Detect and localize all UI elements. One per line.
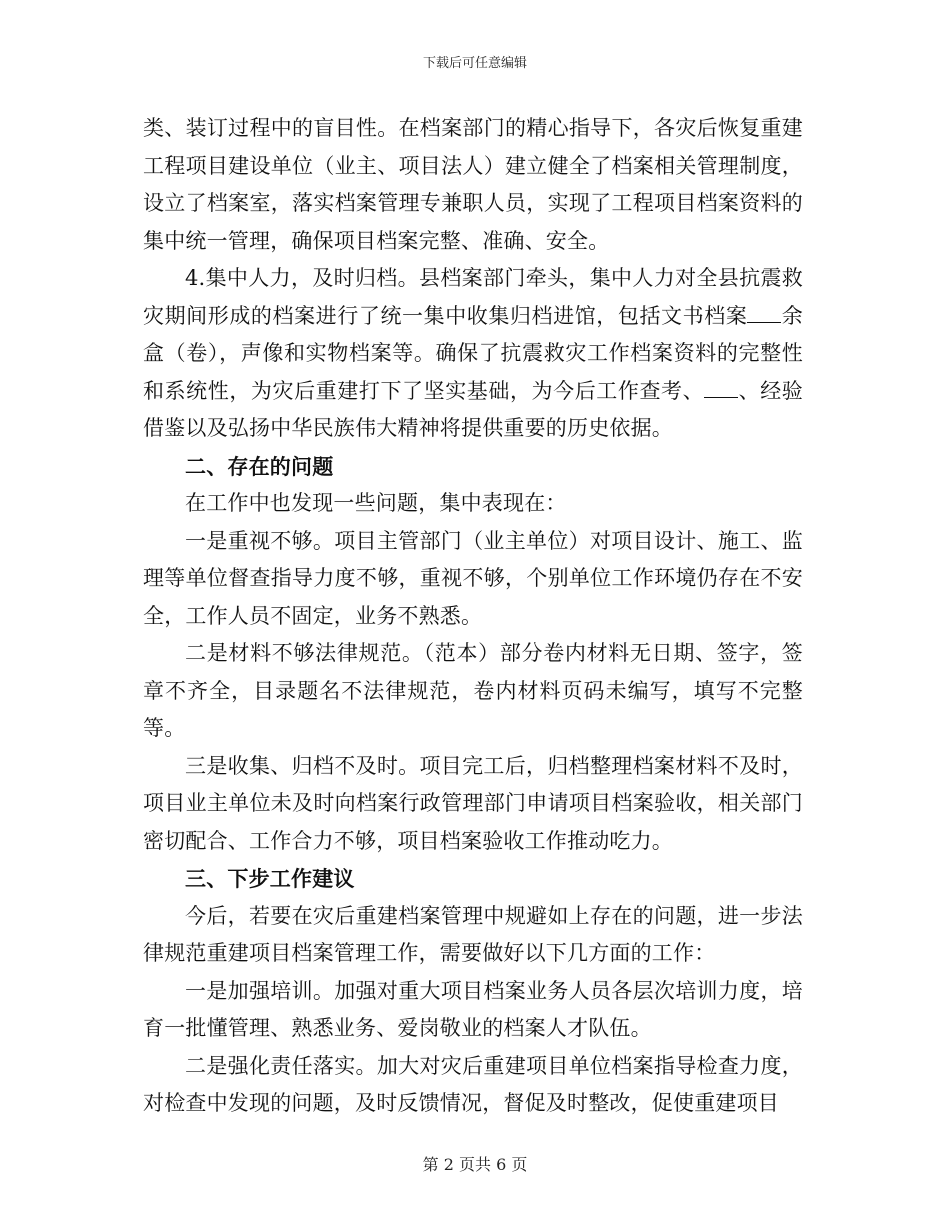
- page-footer: 第 2 页共 6 页: [422, 1155, 528, 1174]
- paragraph: 二是强化责任落实。加大对灾后重建项目单位档案指导检查力度，对检查中发现的问题，及时反馈情况，督促及时整改，促使重建项目: [143, 1053, 803, 1115]
- paragraph-continued: 类、装订过程中的盲目性。在档案部门的精心指导下，各灾后恢复重建工程项目建设单位（业主、项目法人）建立健全了档案相关管理制度，设立了档案室，落实档案管理专兼职人员，实现了工程项目档案资料的集中统一管理，确保项目档案完整、准确、安全。: [143, 116, 803, 253]
- paragraph: 三是收集、归档不及时。项目完工后，归档整理档案材料不及时，项目业主单位未及时向档案行政管理部门申请项目档案验收，相关部门密切配合、工作合力不够，项目档案验收工作推动吃力。: [143, 753, 803, 853]
- paragraph: 一是重视不够。项目主管部门（业主单位）对项目设计、施工、监理等单位督查指导力度不够，重视不够，个别单位工作环境仍存在不安全，工作人员不固定，业务不熟悉。: [143, 528, 803, 628]
- paragraph: 二是材料不够法律规范。（范本）部分卷内材料无日期、签字，签章不齐全，目录题名不法律规范，卷内材料页码未编写，填写不完整等。: [143, 641, 803, 740]
- paragraph-concentrate-archive: [143, 260, 803, 448]
- paragraph-text-part-a: 4.集中人力，及时归档。县档案部门牵头，集中人力对全县抗震救灾期间形成的档案进行了统一集中收集归档进馆，包括文书档案: [143, 266, 803, 328]
- page-header: 下载后可任意编辑: [422, 56, 527, 71]
- paragraph: 在工作中也发现一些问题，集中表现在：: [185, 491, 567, 515]
- paragraph: 一是加强培训。加强对重大项目档案业务人员各层次培训力度，培育一批懂管理、熟悉业务、爱岗敬业的档案人才队伍。: [143, 978, 803, 1040]
- fill-blank: [747, 301, 781, 323]
- section-heading-suggestions: 三、下步工作建议: [185, 866, 355, 891]
- document-body: [143, 110, 803, 1123]
- paragraph: 今后，若要在灾后重建档案管理中规避如上存在的问题，进一步法律规范重建项目档案管理工作，需要做好以下几方面的工作：: [143, 903, 803, 965]
- paragraph-text-part-b: 余盒（卷），声像和实物档案等。确保了抗震救灾工作档案资料的完整性和系统性，为灾后重建打下了坚实基础，为今后工作查考、: [143, 303, 803, 403]
- fill-blank: [704, 376, 738, 398]
- paragraph-text-part-c: 、经验借鉴以及弘扬中华民族伟大精神将提供重要的历史依据。: [143, 378, 803, 440]
- section-heading-problems: 二、存在的问题: [185, 453, 334, 479]
